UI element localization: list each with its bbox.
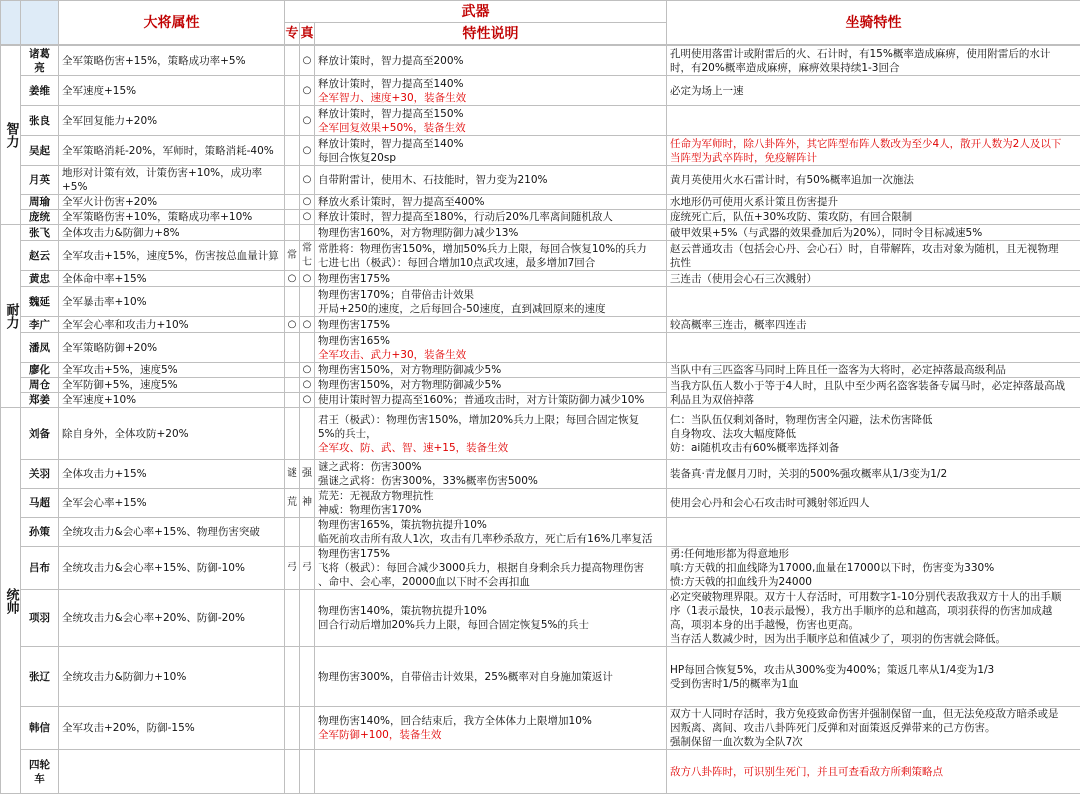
line: 自身物攻、法攻大幅度降低 (670, 427, 1077, 441)
general-attr: 全军会心率和攻击力+10% (59, 317, 285, 333)
zhen-mark: ○ (300, 363, 315, 378)
line: 愤:方天戟的扣血线升为24000 (670, 575, 1077, 589)
line: 君王（极武）：物理伤害150%，增加20%兵力上限；每回合固定恢复 (318, 413, 663, 427)
general-attr: 全统攻击力&防御力+10% (59, 647, 285, 707)
zhuan-mark: 荒 (285, 489, 300, 518)
general-name: 四轮车 (21, 750, 59, 794)
zhen-mark: ○ (300, 210, 315, 225)
general-attr (59, 750, 285, 794)
weapon-feature (315, 195, 667, 210)
line: 全军智力、速度+30，装备生效 (318, 91, 663, 105)
table-body (0, 45, 1080, 794)
general-attr: 全体攻击力+15% (59, 460, 285, 489)
line: 当我方队伍人数小于等于4人时，且队中至少两名盗客装备专属马时，必定掉落最高战 (670, 379, 1077, 393)
line: 物理伤害165%，策抗物抗提升10% (318, 518, 663, 532)
general-attr: 全军火计伤害+20% (59, 195, 285, 210)
line: 敌方八卦阵时，可识别生死门，并且可查看敌方所剩策略点 (670, 765, 1077, 779)
line: 荒芜：无视敌方物理抗性 (318, 489, 663, 503)
mount-feature (667, 750, 1080, 794)
line: 因叛离、离间、攻击八卦阵死门反弹和对面策返反弹带来的己方伤害。 (670, 721, 1077, 735)
line: 嗔:方天戟的扣血线降为17000,血量在17000以下时，伤害变为330% (670, 561, 1077, 575)
line: 飞将（极武）：每回合减少3000兵力，根据自身剩余兵力提高物理伤害 (318, 561, 663, 575)
general-attr: 全军速度+15% (59, 76, 285, 106)
general-attr: 全军会心率+15% (59, 489, 285, 518)
weapon-feature (315, 518, 667, 547)
general-attr: 全军策略消耗-20%，军师时，策略消耗-40% (59, 136, 285, 166)
zhuan-mark (285, 363, 300, 378)
general-name: 周瑜 (21, 195, 59, 210)
zhen-mark: ○ (300, 46, 315, 76)
zhuan-mark (285, 106, 300, 136)
line: 序（1表示最快，10表示最慢），我方出手顺序的总和越高，项羽获得的伤害加成越 (670, 604, 1077, 618)
general-name: 诸葛亮 (21, 46, 59, 76)
zhen-mark: 神 (300, 489, 315, 518)
weapon-feature (315, 106, 667, 136)
line: 当存活人数减少时，因为出手顺序总和值减少了，项羽的伤害就会降低。 (670, 632, 1077, 646)
line: 当阵型为武卒阵时，免疫解阵计 (670, 151, 1077, 165)
zhuan-mark: ○ (285, 271, 300, 287)
general-attr: 全统攻击力&会心率+20%、防御-20% (59, 590, 285, 647)
mount-feature (667, 408, 1080, 460)
zhen-mark: ○ (300, 317, 315, 333)
general-attr: 全军策略防御+20% (59, 333, 285, 363)
line: 全军防御+100，装备生效 (318, 728, 663, 742)
zhen-mark (300, 750, 315, 794)
general-name: 黄忠 (21, 271, 59, 287)
zhuan-mark (285, 46, 300, 76)
line: 释放计策时，智力提高至150% (318, 107, 663, 121)
general-name: 吕布 (21, 547, 59, 590)
line: 谜之武将：伤害300% (318, 460, 663, 474)
zhuan-mark (285, 136, 300, 166)
corner-cell-2 (21, 1, 59, 45)
line: 必定为场上一速 (670, 84, 1077, 98)
mount-feature (667, 378, 1080, 408)
line: 三连击（使用会心石三次溅射） (670, 272, 1077, 286)
line: 、命中、会心率，20000血以下时不会再扣血 (318, 575, 663, 589)
general-name: 关羽 (21, 460, 59, 489)
general-stats-table (0, 0, 1080, 45)
general-attr: 全统攻击力&会心率+15%、防御-10% (59, 547, 285, 590)
weapon-feature (315, 547, 667, 590)
general-name: 孙策 (21, 518, 59, 547)
zhen-mark: 弓 (300, 547, 315, 590)
general-attr: 全体命中率+15% (59, 271, 285, 287)
line: 物理伤害140%，回合结束后，我方全体体力上限增加10% (318, 714, 663, 728)
line: 物理伤害175% (318, 547, 663, 561)
zhuan-mark (285, 287, 300, 317)
zhuan-mark: ○ (285, 317, 300, 333)
category-naili: 耐力 (1, 225, 21, 408)
mount-feature (667, 271, 1080, 287)
category-tongshuai: 统帅 (1, 408, 21, 794)
mount-feature (667, 647, 1080, 707)
general-attr: 全统攻击力&会心率+15%、物理伤害突破 (59, 518, 285, 547)
general-name: 张辽 (21, 647, 59, 707)
line: 物理伤害150%，对方物理防御减少5% (318, 378, 663, 392)
line: 抗性 (670, 256, 1077, 270)
mount-feature (667, 76, 1080, 106)
zhen-mark: ○ (300, 393, 315, 408)
line: 赵云普通攻击（包括会心丹、会心石）时，自带解阵，攻击对象为随机，且无视物理 (670, 242, 1077, 256)
mount-feature (667, 547, 1080, 590)
line: 物理伤害300%，自带倍击计效果，25%概率对自身施加策返计 (318, 670, 663, 684)
weapon-feature (315, 363, 667, 378)
mount-feature (667, 317, 1080, 333)
general-attr: 全军攻击+15%，速度5%，伤害按总血量计算 (59, 241, 285, 271)
header-attr: 大将属性 (59, 1, 285, 45)
zhuan-mark (285, 76, 300, 106)
line: 使用计策时智力提高至160%；普通攻击时，对方计策防御力减少10% (318, 393, 663, 407)
line: 必定突破物理界限。双方十人存活时，可用数字1-10分别代表敌我双方十人的出手顺 (670, 590, 1077, 604)
line: 装备真·青龙偃月刀时，关羽的500%强攻概率从1/3变为1/2 (670, 467, 1077, 481)
weapon-feature (315, 241, 667, 271)
zhuan-mark (285, 750, 300, 794)
general-name: 吴起 (21, 136, 59, 166)
zhuan-mark (285, 647, 300, 707)
zhuan-mark (285, 590, 300, 647)
line: 物理伤害170%；自带倍击计效果 (318, 288, 663, 302)
zhuan-mark (285, 378, 300, 393)
mount-feature (667, 287, 1080, 317)
category-zhili: 智力 (1, 46, 21, 225)
zhen-mark: 强 (300, 460, 315, 489)
weapon-feature (315, 750, 667, 794)
line: 物理伤害175% (318, 318, 663, 332)
weapon-feature (315, 647, 667, 707)
general-name: 庞统 (21, 210, 59, 225)
zhuan-mark (285, 195, 300, 210)
zhuan-mark (285, 393, 300, 408)
zhuan-mark (285, 333, 300, 363)
line: 勇:任何地形都为得意地形 (670, 547, 1077, 561)
header-weapon: 武器 (285, 1, 667, 23)
general-attr: 全军策略伤害+15%，策略成功率+5% (59, 46, 285, 76)
line: HP每回合恢复5%，攻击从300%变为400%；策返几率从1/4变为1/3 (670, 663, 1077, 677)
mount-feature (667, 518, 1080, 547)
general-attr: 地形对计策有效，计策伤害+10%，成功率+5% (59, 166, 285, 195)
mount-feature (667, 46, 1080, 76)
general-attr: 全军防御+5%，速度5% (59, 378, 285, 393)
line: 受到伤害时1/5的概率为1血 (670, 677, 1077, 691)
line: 神威：物理伤害170% (318, 503, 663, 517)
general-attr: 全军回复能力+20% (59, 106, 285, 136)
general-name: 廖化 (21, 363, 59, 378)
zhen-mark: ○ (300, 378, 315, 393)
general-name: 李广 (21, 317, 59, 333)
line: 较高概率三连击，概率四连击 (670, 318, 1077, 332)
mount-feature (667, 489, 1080, 518)
zhen-mark (300, 590, 315, 647)
line: 七进七出（极武）：每回合增加10点武攻速，最多增加7回合 (318, 256, 663, 270)
zhuan-mark (285, 408, 300, 460)
line: 物理伤害175% (318, 272, 663, 286)
mount-feature (667, 241, 1080, 271)
general-attr: 全军策略伤害+10%，策略成功率+10% (59, 210, 285, 225)
zhen-mark: ○ (300, 166, 315, 195)
weapon-feature (315, 166, 667, 195)
zhen-mark: 常七 (300, 241, 315, 271)
zhen-mark (300, 225, 315, 241)
line: 双方十人同时存活时，我方免疫致命伤害并强制保留一血，但无法免疫敌方暗杀或是 (670, 707, 1077, 721)
weapon-feature (315, 707, 667, 750)
zhuan-mark (285, 166, 300, 195)
general-name: 马超 (21, 489, 59, 518)
general-name: 张飞 (21, 225, 59, 241)
general-name: 赵云 (21, 241, 59, 271)
weapon-feature (315, 46, 667, 76)
zhuan-mark: 常 (285, 241, 300, 271)
zhen-mark: ○ (300, 106, 315, 136)
header-zhuan: 专 (285, 23, 300, 45)
mount-feature (667, 707, 1080, 750)
line: 释放火系计策时，智力提高至400% (318, 195, 663, 209)
mount-feature (667, 460, 1080, 489)
weapon-feature (315, 393, 667, 408)
mount-feature (667, 333, 1080, 363)
general-name: 韩信 (21, 707, 59, 750)
general-name: 周仓 (21, 378, 59, 393)
weapon-feature (315, 590, 667, 647)
line: 任命为军师时，除八卦阵外，其它阵型布阵人数改为至少4人，散开人数为2人及以下 (670, 137, 1077, 151)
weapon-feature (315, 378, 667, 393)
weapon-feature (315, 317, 667, 333)
line: 全军攻、防、武、智、速+15，装备生效 (318, 441, 663, 455)
general-attr: 全军攻击+5%，速度5% (59, 363, 285, 378)
weapon-feature (315, 225, 667, 241)
header-feature: 特性说明 (315, 23, 667, 45)
line: 开局+250的速度，之后每回合-50速度，直到减回原来的速度 (318, 302, 663, 316)
line: 临死前攻击所有敌人1次，攻击有几率秒杀敌方，死亡后有16%几率复活 (318, 532, 663, 546)
line: 庞统死亡后，队伍+30%攻防、策攻防，有回合限制 (670, 210, 1077, 224)
mount-feature (667, 166, 1080, 195)
mount-feature (667, 225, 1080, 241)
zhen-mark: ○ (300, 136, 315, 166)
zhen-mark: ○ (300, 76, 315, 106)
line: 孔明使用落雷计或附雷后的火、石计时，有15%概率造成麻痹，使用附雷后的水计 (670, 47, 1077, 61)
line: 强谜之武将：伤害300%，33%概率伤害500% (318, 474, 663, 488)
mount-feature (667, 363, 1080, 378)
line: 释放计策时，智力提高至140% (318, 137, 663, 151)
line: 物理伤害160%，对方物理防御力减少13% (318, 226, 663, 240)
line: 高，项羽本身的出手越慢，伤害也更高。 (670, 618, 1077, 632)
general-name: 郑姜 (21, 393, 59, 408)
line: 5%的兵士， (318, 427, 663, 441)
mount-feature (667, 106, 1080, 136)
weapon-feature (315, 271, 667, 287)
line: 物理伤害165% (318, 334, 663, 348)
line: 全军回复效果+50%，装备生效 (318, 121, 663, 135)
line: 强制保留一血次数为全队7次 (670, 735, 1077, 749)
weapon-feature (315, 333, 667, 363)
zhen-mark (300, 518, 315, 547)
line: 破甲效果+5%（与武器的效果叠加后为20%），同时令目标减速5% (670, 226, 1077, 240)
mount-feature (667, 210, 1080, 225)
weapon-feature (315, 136, 667, 166)
general-attr: 全军速度+10% (59, 393, 285, 408)
zhuan-mark (285, 210, 300, 225)
line: 使用会心丹和会心石攻击时可溅射邻近四人 (670, 496, 1077, 510)
general-name: 项羽 (21, 590, 59, 647)
weapon-feature (315, 408, 667, 460)
weapon-feature (315, 287, 667, 317)
line: 黄月英使用火水石雷计时，有50%概率追加一次施法 (670, 173, 1077, 187)
general-name: 张良 (21, 106, 59, 136)
general-name: 魏延 (21, 287, 59, 317)
weapon-feature (315, 489, 667, 518)
mount-feature (667, 136, 1080, 166)
line: 利品且为双倍掉落 (670, 393, 1077, 407)
mount-feature (667, 195, 1080, 210)
line: 释放计策时，智力提高至200% (318, 54, 663, 68)
line: 物理伤害150%，对方物理防御减少5% (318, 363, 663, 377)
corner-cell (1, 1, 21, 45)
mount-feature (667, 590, 1080, 647)
general-attr: 全军攻击+20%，防御-15% (59, 707, 285, 750)
line: 自带附雷计，使用木、石技能时，智力变为210% (318, 173, 663, 187)
general-attr: 除自身外，全体攻防+20% (59, 408, 285, 460)
line: 全军攻击、武力+30，装备生效 (318, 348, 663, 362)
general-attr: 全军暴击率+10% (59, 287, 285, 317)
zhuan-mark: 弓 (285, 547, 300, 590)
zhuan-mark (285, 707, 300, 750)
zhen-mark (300, 647, 315, 707)
line: 仁：当队伍仅剩刘备时，物理伤害全闪避，法术伤害降低 (670, 413, 1077, 427)
weapon-feature (315, 460, 667, 489)
header-mount: 坐骑特性 (667, 1, 1080, 45)
general-name: 刘备 (21, 408, 59, 460)
line: 回合行动后增加20%兵力上限，每回合固定恢复5%的兵士 (318, 618, 663, 632)
zhen-mark (300, 408, 315, 460)
zhen-mark (300, 707, 315, 750)
general-name: 姜维 (21, 76, 59, 106)
line: 常胜将：物理伤害150%，增加50%兵力上限，每回合恢复10%的兵力 (318, 242, 663, 256)
zhen-mark (300, 333, 315, 363)
line: 每回合恢复20sp (318, 151, 663, 165)
zhuan-mark (285, 225, 300, 241)
general-attr: 全体攻击力&防御力+8% (59, 225, 285, 241)
general-name: 月英 (21, 166, 59, 195)
weapon-feature (315, 76, 667, 106)
header-zhen: 真 (300, 23, 315, 45)
zhen-mark: ○ (300, 195, 315, 210)
zhuan-mark (285, 518, 300, 547)
general-name: 潘凤 (21, 333, 59, 363)
zhuan-mark: 谜 (285, 460, 300, 489)
line: 时，有20%概率造成麻痹，麻痹效果持续1-3回合 (670, 61, 1077, 75)
zhen-mark: ○ (300, 271, 315, 287)
line: 妨：ai随机攻击有60%概率选择刘备 (670, 441, 1077, 455)
line: 物理伤害140%，策抗物抗提升10% (318, 604, 663, 618)
line: 释放计策时，智力提高至180%，行动后20%几率离间随机敌人 (318, 210, 663, 224)
line: 释放计策时，智力提高至140% (318, 77, 663, 91)
line: 水地形仍可使用火系计策且伤害提升 (670, 195, 1077, 209)
weapon-feature (315, 210, 667, 225)
zhen-mark (300, 287, 315, 317)
line: 当队中有三匹盗客马同时上阵且任一盗客为大将时，必定掉落最高级利品 (670, 363, 1077, 377)
